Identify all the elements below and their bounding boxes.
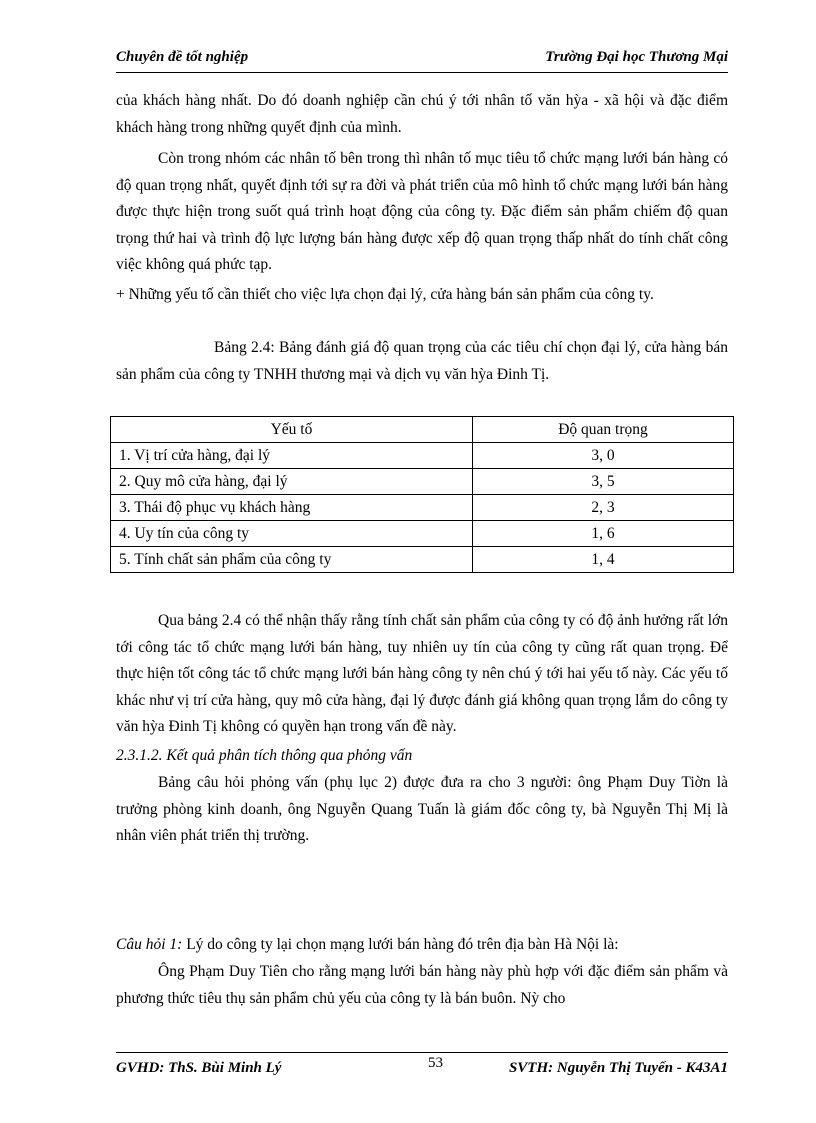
paragraph-6: Ông Phạm Duy Tiên cho rằng mạng lưới bán hàng này phù hợp với đặc điểm sản phẩm và phương thức tiêu thụ sản phẩm chủ yếu của công ty là bán buôn. Nỳ cho	[116, 963, 728, 1007]
importance-cell: 3, 5	[473, 469, 734, 495]
paragraph-5: Bảng câu hỏi phỏng vấn (phụ lục 2) được đưa ra cho 3 người: ông Phạm Duy Tiờn là trưởng phòng kinh doanh, ông Nguyễn Quang Tuấn là giám đốc công ty, bà Nguyễn Thị Mị là nhân viên phát triển thị trường.	[116, 774, 728, 844]
table-caption: Bảng 2.4: Bảng đánh giá độ quan trọng của các tiêu chí chọn đại lý, cửa hàng bán sản phẩm của công ty TNHH thương mại và dịch vụ văn hỳa Đinh Tị.	[116, 339, 728, 383]
table-row	[111, 469, 734, 495]
table-row	[111, 547, 734, 573]
importance-cell: 1, 4	[473, 547, 734, 573]
page-footer	[116, 1057, 728, 1081]
section-heading: 2.3.1.2. Kết quả phân tích thông qua phỏng vấn	[116, 747, 413, 764]
importance-cell: 1, 6	[473, 521, 734, 547]
table-header-row	[111, 417, 734, 443]
factor-cell: 2. Quy mô cửa hàng, đại lý	[111, 469, 473, 495]
importance-cell: 3, 0	[473, 443, 734, 469]
importance-cell: 2, 3	[473, 495, 734, 521]
factor-cell: 4. Uy tín của công ty	[111, 521, 473, 547]
criteria-table	[110, 416, 734, 573]
page-header	[116, 47, 728, 71]
footer-rule	[116, 1052, 728, 1053]
paragraph-3: + Những yếu tố cần thiết cho việc lựa chọn đại lý, cửa hàng bán sản phẩm của công ty.	[116, 286, 654, 303]
table-row	[111, 443, 734, 469]
factor-cell: 1. Vị trí cửa hàng, đại lý	[111, 443, 473, 469]
question-1-label: Câu hỏi 1:	[116, 936, 183, 953]
paragraph-2: Còn trong nhóm các nhân tố bên trong thì nhân tố mục tiêu tổ chức mạng lưới bán hàng có độ quan trọng nhất, quyết định tới sự ra đời và phát triển của mô hình tổ chức mạng lưới bán hàng được thực hiện trong suốt quá trình hoạt động của công ty. Đặc điểm sản phẩm chiếm độ quan trọng thứ hai và trình độ lực lượng bán hàng được xếp độ quan trọng thấp nhất do tính chất công việc không quá phức tạp.	[116, 150, 728, 273]
header-document-type: Chuyên đề tốt nghiệp	[116, 49, 249, 65]
footer-student: SVTH: Nguyễn Thị Tuyến - K43A1	[508, 1060, 728, 1076]
table-row	[111, 495, 734, 521]
paragraph-1: của khách hàng nhất. Do đó doanh nghiệp cần chú ý tới nhân tố văn hỳa - xã hội và đặc điểm khách hàng trong những quyết định của mình.	[116, 92, 728, 136]
factor-cell: 3. Thái độ phục vụ khách hàng	[111, 495, 473, 521]
table-row	[111, 521, 734, 547]
question-1-text: Lý do công ty lại chọn mạng lưới bán hàng đó trên địa bàn Hà Nội là:	[182, 936, 619, 953]
header-cell-factor: Yếu tố	[111, 417, 473, 443]
factor-cell: 5. Tính chất sản phẩm của công ty	[111, 547, 473, 573]
header-cell-importance: Độ quan trọng	[473, 417, 734, 443]
header-rule	[116, 72, 728, 73]
header-university: Trường Đại học Thương Mại	[545, 49, 728, 65]
footer-advisor: GVHD: ThS. Bùi Minh Lý	[116, 1060, 282, 1076]
question-1	[116, 932, 728, 959]
paragraph-4: Qua bảng 2.4 có thể nhận thấy rằng tính chất sản phẩm của công ty có độ ảnh hưởng rất lớn tới công tác tổ chức mạng lưới bán hàng, tuy nhiên uy tín của công ty cũng rất quan trọng. Để thực hiện tốt công tác tổ chức mạng lưới bán hàng công ty nên chú ý tới hai yếu tố này. Các yếu tố khác như vị trí cửa hàng, quy mô cửa hàng, đại lý được đánh giá không quan trọng lắm do công ty văn hỳa Đinh Tị không có quyền hạn trong vấn đề này.	[116, 612, 728, 735]
page-number: 53	[428, 1055, 443, 1071]
